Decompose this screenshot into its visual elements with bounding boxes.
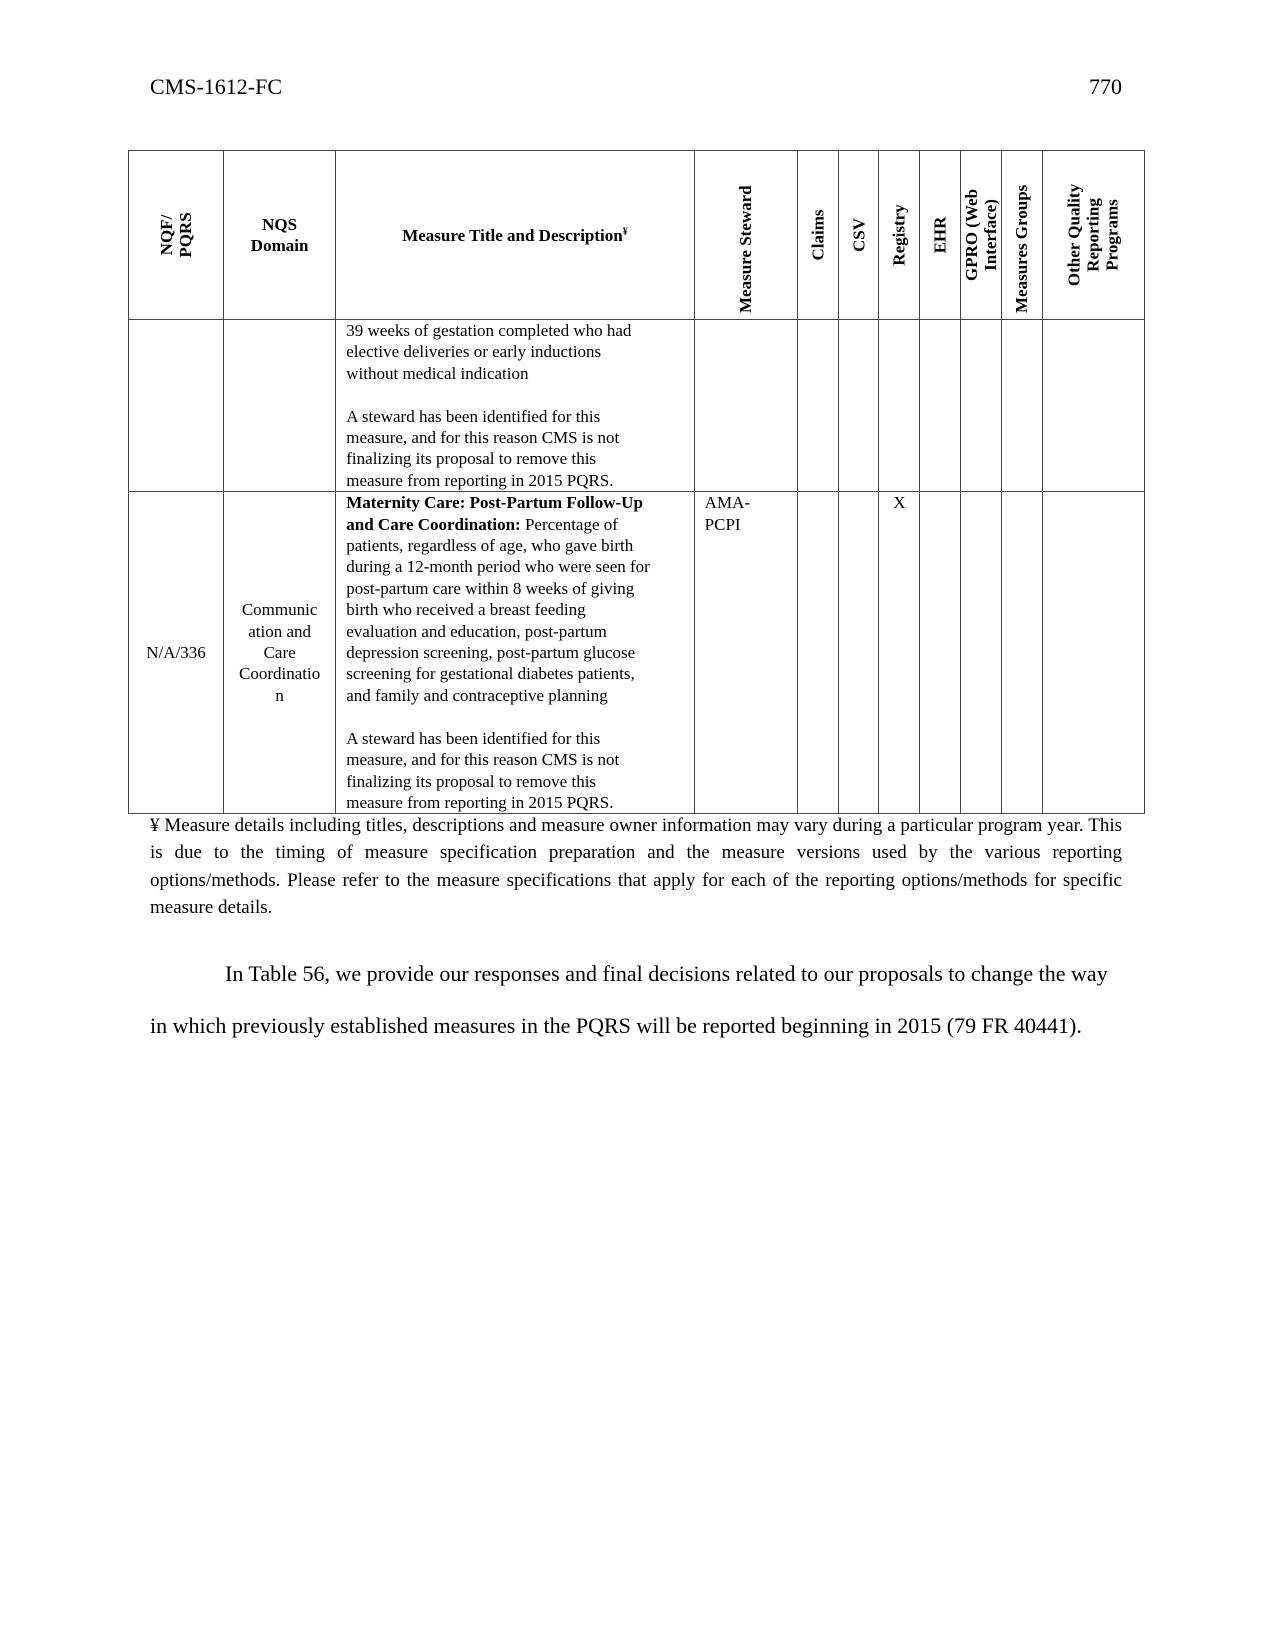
table-footnote: ¥ Measure details including titles, descriptions and measure owner information may vary during a particular program year. This is due to the timing of measure specification preparation and the measure versions used by the various reporting options/methods. Please refer to the measure specifications that apply for each of the reporting options/methods for specific measure details.	[150, 815, 1122, 919]
col-other-programs-line: Other Quality	[1064, 183, 1084, 287]
col-registry-label: Registry	[889, 204, 909, 266]
cell-nqs-domain	[223, 492, 335, 814]
col-claims	[797, 151, 838, 320]
col-nqf-pqrs-line: NQF/	[156, 214, 176, 256]
running-head	[150, 74, 1122, 100]
col-csv	[838, 151, 879, 320]
col-measures-groups-label: Measures Groups	[1011, 184, 1031, 313]
steward-note-line: finalizing its proposal to remove this	[346, 771, 597, 791]
steward-line: PCPI	[704, 514, 741, 534]
col-gpro	[961, 151, 1002, 320]
cell-measures-groups	[1002, 492, 1043, 814]
col-registry	[879, 151, 920, 320]
cell-csv	[838, 492, 879, 814]
measure-title-bold: and Care Coordination:	[346, 514, 521, 534]
col-nqs-domain-line: NQS	[262, 215, 298, 234]
description-line: and family and contraceptive planning	[346, 685, 608, 705]
domain-line: Coordinatio	[239, 664, 321, 684]
table-header-row	[129, 151, 1145, 320]
col-claims-label: Claims	[808, 209, 828, 261]
cell-gpro	[961, 492, 1002, 814]
description-line: 39 weeks of gestation completed who had	[346, 321, 632, 340]
col-gpro-line: GPRO (Web	[962, 188, 982, 282]
cell-nqf-pqrs: N/A/336	[129, 492, 224, 814]
col-measure-steward	[694, 151, 797, 320]
domain-line: ation and	[248, 621, 311, 641]
col-measure-steward-label: Measure Steward	[735, 185, 755, 313]
description-line: screening for gestational diabetes patients,	[346, 664, 635, 684]
domain-line: n	[275, 685, 284, 705]
steward-line: AMA-	[704, 493, 751, 513]
domain-line: Communic	[241, 600, 318, 620]
table-row	[129, 320, 1145, 492]
table-row	[129, 492, 1145, 814]
cell-registry	[879, 320, 920, 492]
cell-ehr	[920, 492, 961, 814]
col-nqf-pqrs-line: PQRS	[175, 212, 195, 258]
description-line: during a 12-month period who were seen for	[346, 557, 650, 577]
description-line: without medical indication	[346, 363, 529, 383]
measure-title-line: Maternity Care: Post-Partum Follow-Up	[346, 493, 643, 513]
description-fragment: Percentage of	[520, 514, 618, 534]
col-nqs-domain	[223, 151, 335, 320]
col-measures-groups	[1002, 151, 1043, 320]
measures-table	[128, 150, 1145, 814]
col-other-programs-line: Programs	[1102, 199, 1122, 271]
description-line: depression screening, post-partum glucose	[346, 643, 636, 663]
footnote-marker: ¥	[622, 225, 628, 237]
cell-steward	[694, 320, 797, 492]
col-ehr	[920, 151, 961, 320]
cell-measures-groups	[1002, 320, 1043, 492]
col-csv-label: CSV	[849, 217, 869, 253]
body-paragraph-text: In Table 56, we provide our responses and final decisions related to our proposals to change the way in which previously established measures in the PQRS will be reported beginning in 2015 (79 FR 40441).	[150, 961, 1108, 1038]
col-other-programs-line: Reporting	[1083, 198, 1103, 272]
cell-registry: X	[879, 492, 920, 814]
cell-other-programs	[1042, 492, 1144, 814]
cell-other-programs	[1042, 320, 1144, 492]
cell-ehr	[920, 320, 961, 492]
col-title-description	[336, 151, 694, 320]
cell-claims	[797, 320, 838, 492]
cell-steward	[694, 492, 797, 814]
steward-note-line: measure, and for this reason CMS is not	[346, 750, 620, 770]
cell-claims	[797, 492, 838, 814]
domain-line: Care	[263, 643, 296, 663]
cell-title-description	[336, 320, 694, 492]
description-line: patients, regardless of age, who gave birth	[346, 536, 634, 556]
document-id: CMS-1612-FC	[150, 74, 283, 99]
steward-note-line: A steward has been identified for this	[346, 406, 601, 426]
cell-nqf-pqrs	[129, 320, 224, 492]
steward-note-line: measure, and for this reason CMS is not	[346, 428, 620, 448]
description-line: evaluation and education, post-partum	[346, 621, 607, 641]
col-ehr-label: EHR	[930, 216, 950, 254]
description-line: elective deliveries or early inductions	[346, 342, 602, 362]
body-paragraph	[150, 948, 1122, 1052]
steward-note-line: measure from reporting in 2015 PQRS.	[346, 470, 614, 490]
cell-nqs-domain	[223, 320, 335, 492]
measure-title-line	[346, 514, 687, 535]
col-other-programs	[1042, 151, 1144, 320]
steward-note-line: measure from reporting in 2015 PQRS.	[346, 792, 614, 812]
description-line: post-partum care within 8 weeks of giving	[346, 578, 635, 598]
col-title-description-label: Measure Title and Description	[402, 225, 623, 245]
col-nqf-pqrs	[129, 151, 224, 320]
cell-gpro	[961, 320, 1002, 492]
page-number: 770	[1089, 74, 1122, 99]
steward-note-line: A steward has been identified for this	[346, 728, 601, 748]
col-nqs-domain-line: Domain	[250, 236, 309, 255]
description-line: birth who received a breast feeding	[346, 600, 586, 620]
cell-csv	[838, 320, 879, 492]
steward-note-line: finalizing its proposal to remove this	[346, 449, 597, 469]
col-gpro-line: Interface)	[981, 199, 1001, 271]
cell-title-description	[336, 492, 694, 814]
